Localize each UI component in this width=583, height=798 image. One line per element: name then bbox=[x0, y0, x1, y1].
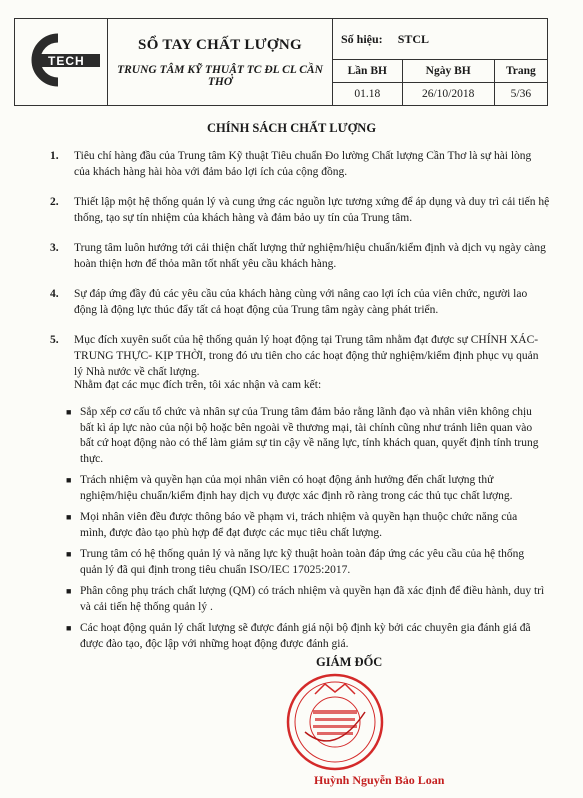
code-cell bbox=[333, 19, 548, 60]
policy-number: 5. bbox=[50, 334, 59, 346]
code-label: Số hiệu: bbox=[341, 31, 383, 46]
commitment-list bbox=[66, 405, 546, 658]
issue-value: 01.18 bbox=[333, 83, 403, 106]
signer-name: Huỳnh Nguyễn Bảo Loan bbox=[314, 773, 445, 787]
policy-number: 1. bbox=[50, 150, 59, 162]
policy-item bbox=[50, 194, 550, 226]
policy-item bbox=[50, 286, 550, 318]
commitment-item bbox=[66, 510, 546, 541]
bullet-icon: ■ bbox=[66, 549, 72, 559]
policy-item bbox=[50, 148, 550, 180]
document-title: SỔ TAY CHẤT LƯỢNG bbox=[138, 36, 302, 53]
commitment-item bbox=[66, 547, 546, 578]
date-value: 26/10/2018 bbox=[402, 83, 494, 106]
page-label: Trang bbox=[494, 60, 547, 83]
commitment-text: Trung tâm có hệ thống quản lý và năng lực kỹ thuật hoàn toàn đáp ứng các yêu cầu của hệ thống quản lý đã qui định trong tiêu chuẩn ISO/IEC 17025:2017. bbox=[80, 548, 525, 576]
policy-number: 3. bbox=[50, 242, 59, 254]
commitment-item bbox=[66, 405, 546, 467]
commitment-text: Các hoạt động quản lý chất lượng sẽ được đánh giá nội bộ định kỳ bởi các chuyên gia đánh giá đã được đào tạo, độc lập với những hoạt động được đánh giá. bbox=[80, 622, 531, 650]
bullet-icon: ■ bbox=[66, 475, 72, 485]
policy-text: Mục đích xuyên suốt của hệ thống quản lý hoạt động tại Trung tâm nhằm đạt được sự CHÍNH XÁC- TRUNG THỰC- KỊP THỜI, trong đó ưu tiên cho các hoạt động thử nghiệm/kiểm định phục vụ quản lý Nhà nước về chất lượng. bbox=[74, 334, 539, 378]
policy-text: Trung tâm luôn hướng tới cải thiện chất lượng thử nghiệm/hiệu chuẩn/kiểm định và dịch vụ ngày càng hoàn thiện hơn để thỏa mãn tốt nhất yêu cầu khách hàng. bbox=[74, 242, 546, 270]
logo-text: TECH bbox=[48, 53, 85, 68]
policy-text: Thiết lập một hệ thống quản lý và cung ứng các nguồn lực tương xứng để áp dụng và duy trì cải tiến hệ thống, tạo sự tín nhiệm của khách hàng và đảm bảo uy tín của Trung tâm. bbox=[74, 196, 550, 224]
bullet-icon: ■ bbox=[66, 586, 72, 596]
director-title: GIÁM ĐỐC bbox=[316, 655, 383, 669]
policy-number: 2. bbox=[50, 196, 59, 208]
official-stamp bbox=[285, 672, 385, 772]
section-title: CHÍNH SÁCH CHẤT LƯỢNG bbox=[206, 121, 377, 135]
bullet-icon: ■ bbox=[66, 512, 72, 522]
policy-text: Tiêu chí hàng đầu của Trung tâm Kỹ thuật Tiêu chuẩn Đo lường Chất lượng Cần Thơ là sự hài lòng của khách hàng hài hòa với đảm bảo lợi ích của cộng đồng. bbox=[74, 150, 532, 178]
policy-list bbox=[50, 148, 550, 394]
commitment-item bbox=[66, 473, 546, 504]
page-value: 5/36 bbox=[494, 83, 547, 106]
policy-item bbox=[50, 240, 550, 272]
code-value: STCL bbox=[397, 31, 430, 46]
logo-cell bbox=[15, 19, 108, 106]
commitment-text: Sắp xếp cơ cấu tổ chức và nhân sự của Trung tâm đảm bảo rằng lãnh đạo và nhân viên không chịu bất kì áp lực nào của nội bộ hoặc bên ngoài về thương mại, tài chính cũng như tránh liên quan vào bất cứ hoạt động nào có thể làm giảm sự tin cậy về năng lực, tính khách quan, quyết định tính trung thực. bbox=[80, 406, 539, 465]
commitment-text: Phân công phụ trách chất lượng (QM) có trách nhiệm và quyền hạn đã xác định để điều hành, duy trì và cải tiến hệ thống quản lý . bbox=[80, 585, 545, 613]
issue-label: Lần BH bbox=[333, 60, 403, 83]
org-logo bbox=[18, 30, 104, 90]
commitment-text: Trách nhiệm và quyền hạn của mọi nhân viên có hoạt động ảnh hưởng đến chất lượng thử nghiệm/hiệu chuẩn/kiểm định hay dịch vụ được xác định rõ ràng trong các thủ tục chất lượng. bbox=[80, 474, 513, 502]
commitment-text: Mọi nhân viên đều được thông báo về phạm vi, trách nhiệm và quyền hạn thuộc chức năng của mình, được đào tạo phù hợp để đạt được các mục tiêu chất lượng. bbox=[80, 511, 518, 539]
title-cell bbox=[108, 19, 333, 106]
policy-text: Sự đáp ứng đầy đủ các yêu cầu của khách hàng cùng với nâng cao lợi ích của viên chức, người lao động là động lực thúc đẩy tất cả hoạt động của Trung tâm ngày càng phát triển. bbox=[74, 288, 528, 316]
bullet-icon: ■ bbox=[66, 623, 72, 633]
bullet-icon: ■ bbox=[66, 407, 72, 417]
document-header bbox=[14, 18, 548, 106]
commitment-item bbox=[66, 621, 546, 652]
policy-number: 4. bbox=[50, 288, 59, 300]
document-subtitle: TRUNG TÂM KỸ THUẬT TC ĐL CL CẦN THƠ bbox=[117, 63, 323, 88]
commitment-intro: Nhằm đạt các mục đích trên, tôi xác nhận và cam kết: bbox=[74, 379, 322, 391]
date-label: Ngày BH bbox=[402, 60, 494, 83]
policy-item bbox=[50, 332, 550, 380]
commitment-item bbox=[66, 584, 546, 615]
